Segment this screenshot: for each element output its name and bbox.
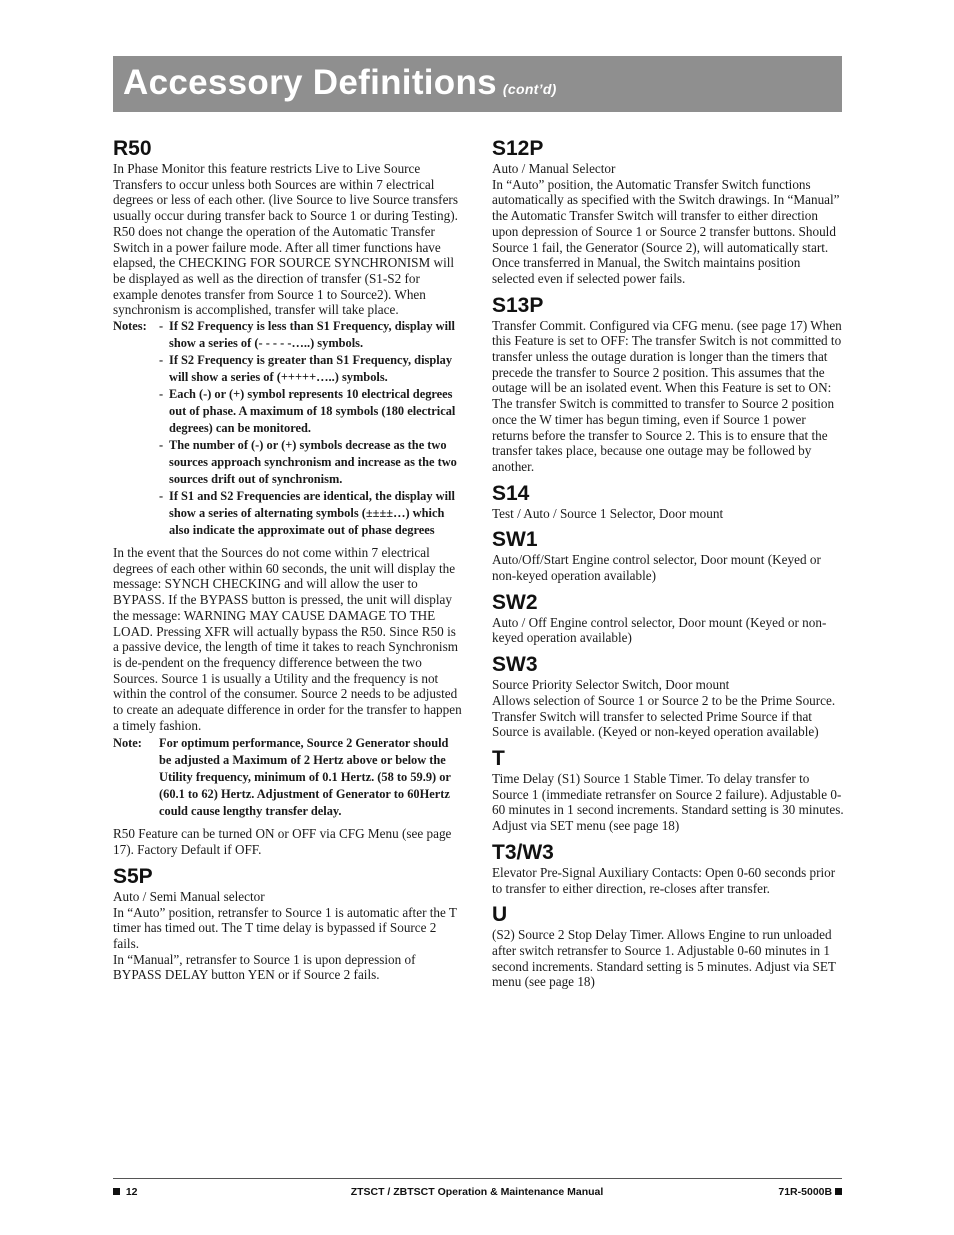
section-r50 [113, 136, 463, 858]
t-text: Time Delay (S1) Source 1 Stable Timer. To delay transfer to Source 1 (immediate retransfer on Source 2 failure). Adjustable 0-60 minutes in 1 second increments. Standard setting is 30 minutes. Adjust via SET menu (see page 18) [492, 770, 844, 834]
s12p-line2: In “Auto” position, the Automatic Transfer Switch functions automatically as specified with the Switch drawings. In “Manual” the Automatic Transfer Switch will transfer to either direction upon depression of Source 1 or Source 2 transfer buttons. Should Source 1 fail, the Generator (Source 2), will automatically start. Once transferred in Manual, the Switch maintains position selected even if selected power fails. [492, 176, 840, 286]
section-heading: T3/W3 [492, 840, 554, 864]
s12p-line1: Auto / Manual Selector [492, 161, 616, 176]
section-heading: SW1 [492, 528, 538, 552]
section-heading: S14 [492, 481, 530, 505]
section-heading: S5P [113, 864, 153, 888]
notes-label: Notes: [113, 319, 147, 334]
section-s12p [492, 136, 844, 287]
s5p-line3: In “Manual”, retransfer to Source 1 is upon depression of BYPASS DELAY button YEN or if Source 2 fails. [113, 951, 416, 983]
section-heading: SW2 [492, 590, 538, 614]
footer-doc-code: 71R-5000B [778, 1186, 842, 1198]
page-title: Accessory Definitions (cont’d) [123, 63, 557, 102]
r50-cfg-text: R50 Feature can be turned ON or OFF via CFG Menu (see page 17). Factory Default if OFF. [113, 826, 452, 858]
section-t3w3 [492, 840, 844, 896]
r50-bypass-text: In the event that the Sources do not come within 7 electrical degrees of each other within 60 seconds, the unit will display the message: SYNCH CHECKING and will allow the user to BYPASS. If the BYPASS button is pressed, the unit will display the message: WARNING MAY CAUSE DAMAGE TO THE LOAD. Pressing XFR will actually bypass the R50. Since R50 is a passive device, the length of time it takes to reach Synchronism is de-pendent on the frequency difference between the two Sources. Source 1 is usually a Utility and the frequency is not within the control of the consumer. Source 2 needs to be adjusted to create an adequate difference in order for the transfer to happen a timely fashion. [113, 545, 462, 733]
section-heading: T [492, 746, 505, 770]
r50-notes [113, 318, 463, 539]
section-heading: U [492, 903, 508, 927]
left-column [113, 136, 463, 989]
section-t [492, 746, 844, 834]
note-label: Note: [113, 736, 142, 751]
sw3-line1: Source Priority Selector Switch, Door mount [492, 677, 730, 693]
section-heading: S12P [492, 137, 544, 160]
u-text: (S2) Source 2 Stop Delay Timer. Allows Engine to run unloaded after switch retransfer to Source 1. Adjustable 0-60 minutes in 1 second increments. Standard setting is 5 minutes. Adjust via SET menu (see page 18) [492, 927, 836, 990]
t3w3-text: Elevator Pre-Signal Auxiliary Contacts: Open 0-60 seconds prior to transfer to either direction, re-closes after transfer. [492, 864, 836, 896]
page-subtitle: (cont’d) [502, 81, 557, 97]
note-item: - If S2 Frequency is greater than S1 Frequency, display will show a series of (+++++…..) symbols. [159, 353, 453, 385]
footer-manual-title: ZTSCT / ZBTSCT Operation & Maintenance Manual [350, 1186, 604, 1198]
r50-note [113, 735, 463, 820]
section-s14 [492, 481, 844, 522]
section-sw2 [492, 590, 844, 646]
section-heading: R50 [113, 137, 152, 160]
sw2-text: Auto / Off Engine control selector, Door mount (Keyed or non-keyed operation available) [492, 614, 827, 646]
section-s13p [492, 293, 844, 475]
section-sw3 [492, 652, 844, 740]
square-bullet-icon [835, 1188, 842, 1195]
section-heading: S13P [492, 293, 544, 317]
title-banner [113, 56, 842, 112]
note-item: - The number of (-) or (+) symbols decrease as the two sources approach synchronism and increase as the two sources drift out of synchronism. [159, 438, 457, 487]
section-s5p [113, 864, 463, 983]
note-text: For optimum performance, Source 2 Generator should be adjusted a Maximum of 2 Hertz above or below the Utility frequency, minimum of 0.1 Hertz. (58 to 59.9) or (60.1 to 62) Hertz. Adjustment of Generator to 60Hertz could cause lengthy transfer delay. [159, 736, 451, 819]
page-number: 12 [125, 1186, 138, 1198]
footer-rule [113, 1178, 842, 1179]
r50-intro: In Phase Monitor this feature restricts Live to Live Source Transfers to occur unless both Sources are within 7 electrical degrees or less of each other. (live Source to live Source transfers usually occur during transfer back to Source 1 or during Testing). R50 does not change the operation of the Automatic Transfer Switch in a power failure mode. After all timer functions have elapsed, the CHECKING FOR SOURCE SYNCHRONISM will be displayed as well as the direction of transfer (S1-S2 for example denotes transfer from Source 1 to Source2). When synchronism is accomplished, transfer will take place. [113, 161, 458, 318]
s14-text: Test / Auto / Source 1 Selector, Door mount [492, 505, 724, 521]
note-item: - If S1 and S2 Frequencies are identical, the display will show a series of alternating symbols (±±±±…) which also indicate the approximate out of phase degrees [159, 489, 455, 538]
s5p-line2: In “Auto” position, retransfer to Source 1 is automatic after the T timer has timed out. The T time delay is bypassed if Source 2 fails. [113, 904, 457, 951]
section-heading: SW3 [492, 653, 538, 677]
note-item: - If S2 Frequency is less than S1 Frequency, display will show a series of (- - - - -…..) symbols. [159, 319, 455, 351]
s5p-line1: Auto / Semi Manual selector [113, 888, 265, 904]
s13p-text: Transfer Commit. Configured via CFG menu. (see page 17) When this Feature is set to OFF: The transfer Switch is not committed to transfer unless the outage duration is longer than the timers that precede the transfer to Source 2 position. This assumes that the outage will be an isolated event. When this Feature is set to ON: The transfer Switch is committed to transfer to Source 2 position once the W timer has begun timing, even if Source 1 power returns before the transfer to Source 2. This is to ensure that the transfer takes place, because one outage may be followed by another. [492, 317, 842, 474]
right-column [492, 136, 844, 996]
sw1-text: Auto/Off/Start Engine control selector, Door mount (Keyed or non-keyed operation available) [492, 552, 821, 584]
note-item: - Each (-) or (+) symbol represents 10 electrical degrees out of phase. A maximum of 18 symbols (180 electrical degrees) can be monitored. [159, 387, 456, 436]
section-sw1 [492, 527, 844, 583]
sw3-line2: Allows selection of Source 1 or Source 2 to be the Prime Source. Transfer Switch will transfer to selected Prime Source if that Source is available. (Keyed or non-keyed operation available) [492, 692, 836, 740]
section-u [492, 902, 844, 990]
